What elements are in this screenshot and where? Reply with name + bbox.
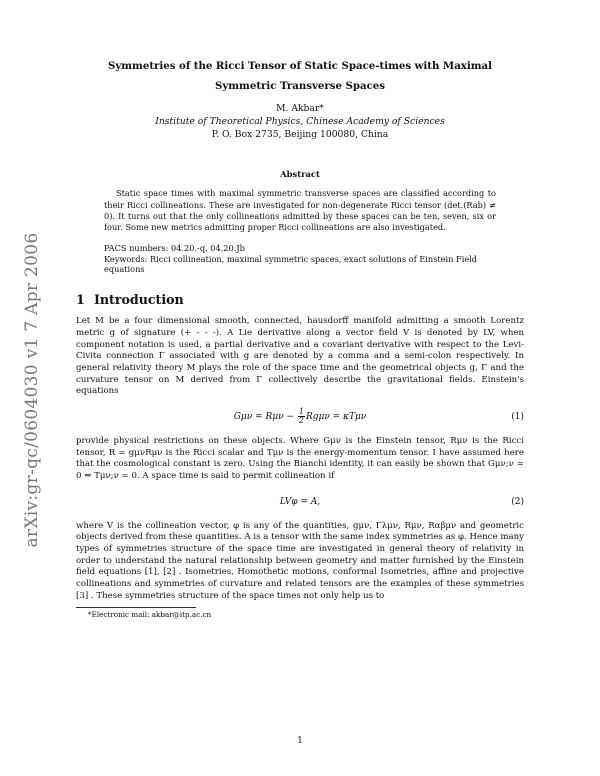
paragraph-1: Let M be a four dimensional smooth, connected, hausdorff manifold admitting a smooth Lorentz metric g of signature (+ - - -). A Lie derivative along a vector field V is denoted by LV, when component notation is used, a partial derivative and a covariant derivative with respect to the Levi-Civita connection Γ associated with g are denoted by a comma and a semi-colon respectively. In general relativity theory M plays the role of the space time and the geometrical objects g, Γ and the curvature tensor on M derived from Γ collectively describe the gravitational fields. Einstein's equations — [76, 316, 524, 397]
author-address: P. O. Box 2735, Beijing 100080, China — [211, 129, 389, 140]
equation-2 — [76, 489, 524, 515]
equation-1-left: Gμν = Rμν − — [233, 411, 297, 422]
equation-1-number: (1) — [511, 411, 524, 422]
footnote: *Electronic mail: akbar@itp.ac.cn — [88, 609, 212, 619]
keywords: Keywords: Ricci collineation, maximal symmetric spaces, exact solutions of Einstein Field equations — [104, 253, 478, 275]
abstract-heading: Abstract — [280, 169, 320, 179]
paragraph-3: where V is the collineation vector, φ is any of the quantities, gμν, Γλμν, Rμν, Rαβμν and geometric objects derived from these quantities. A is a tensor with the same index symmetries as φ. Hence many types of symmetries structure of the space time are investigated in general theory of relativity in order to understand the natural relationship between geometry and matter furnished by the Einstein field equations [1], [2] . Isometries, Homothetic motions, conformal Isometries, affine and projective collineations and symmetries of curvature and related tensors are the examples of these symmetries [3] . These symmetries structure of the space times not only help us to — [76, 520, 524, 601]
paper-title: Symmetries of the Ricci Tensor of Static Space-times with Maximal Symmetric Transverse Spaces — [108, 60, 492, 92]
section-title: Introduction — [94, 292, 184, 308]
paper-page — [76, 56, 524, 619]
section-heading — [76, 291, 524, 308]
equation-1-fraction: $\frac{1}{2}$ — [298, 406, 304, 425]
section-number: 1 — [76, 292, 85, 308]
author-affiliation: Institute of Theoretical Physics, Chinese Academy of Sciences — [155, 116, 445, 127]
pacs-numbers: PACS numbers: 04.20.-q, 04.20.Jb — [104, 243, 245, 254]
arxiv-identifier: arXiv:gr-qc/0604030 v1 7 Apr 2006 — [22, 232, 42, 548]
abstract-text: Static space times with maximal symmetric transverse spaces are classified according to their Ricci collineations. These are investigated for non-degenerate Ricci tensor (det.(Rab) ≠ 0). It turns out that the only collineations admitted by these spaces can be ten, seven, six or four. Some new metrics admitting proper Ricci collineations are also investigated. — [104, 188, 496, 232]
paragraph-2: provide physical restrictions on these objects. Where Gμν is the Einstein tensor, Rμν is the Ricci tensor, R = gμνRμν is the Ricci scalar and Tμν is the energy-momentum tensor. I have assumed here that the cosmological constant is zero. Using the Bianchi identity, it can easily be shown that Gμν;ν = 0 ⇔ Tμν;ν = 0. A space time is said to permit collineation if — [76, 435, 524, 482]
footnote-rule — [76, 607, 196, 608]
equation-2-number: (2) — [511, 496, 524, 507]
equation-1-right: Rgμν = κTμν — [305, 411, 367, 422]
page-number: 1 — [297, 736, 303, 746]
arxiv-sidebar — [22, 210, 52, 570]
equation-2-expression: LVφ = A, — [279, 496, 321, 507]
author-name: M. Akbar* — [276, 103, 324, 114]
equation-1 — [76, 404, 524, 430]
